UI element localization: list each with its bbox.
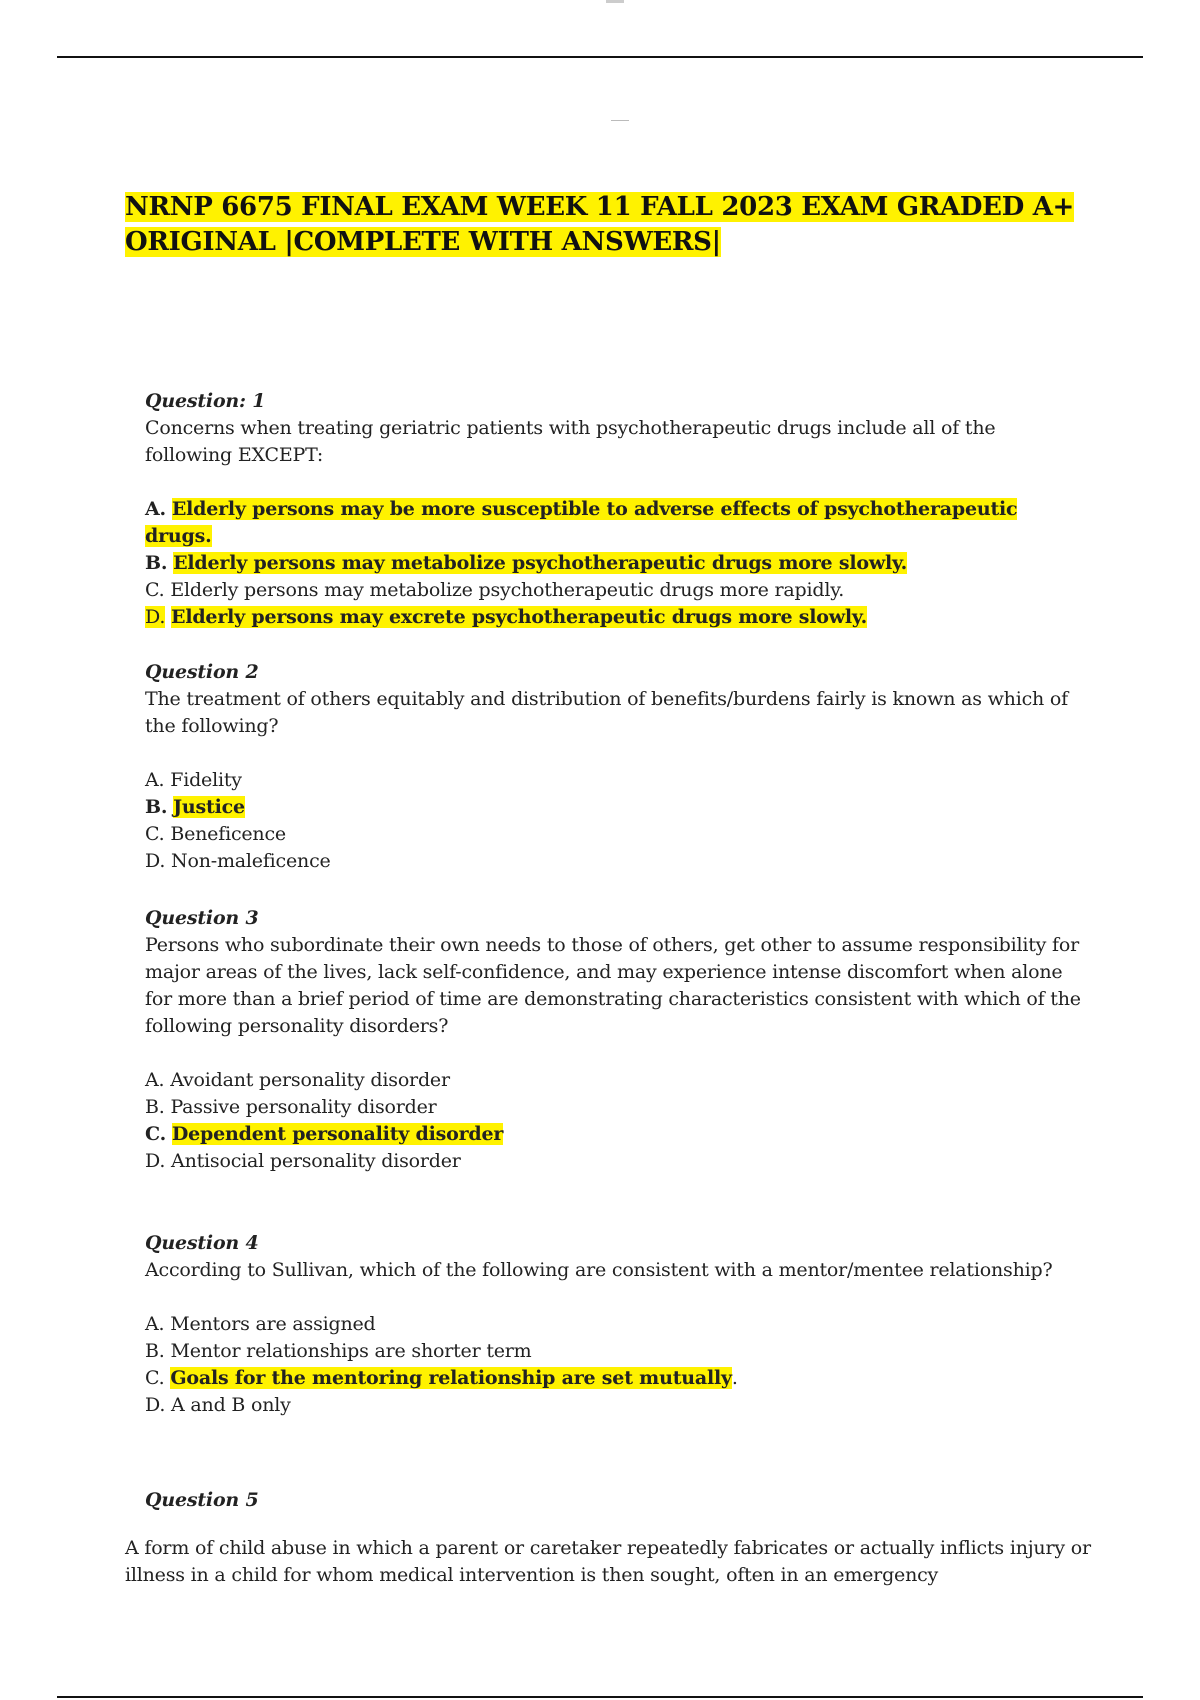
option-text: Passive personality disorder [170, 1096, 437, 1118]
option-d: D. Non-maleficence [145, 850, 331, 872]
option-c: C. Dependent personality disorder [145, 1123, 504, 1145]
page-top-mark [606, 0, 624, 3]
option-text: A and B only [171, 1394, 291, 1416]
question-2 [145, 659, 1085, 875]
option-text: Avoidant personality disorder [170, 1069, 450, 1091]
option-a: A. Elderly persons may be more susceptible to adverse effects of psychotherapeutic drugs. [145, 498, 1018, 547]
option-d: D. A and B only [145, 1394, 291, 1416]
question-label: Question 3 [145, 907, 259, 929]
option-a: A. Avoidant personality disorder [145, 1069, 450, 1091]
footer-rule [57, 1696, 1143, 1698]
decorative-dash [611, 120, 629, 121]
question-5-stem: A form of child abuse in which a parent or caretaker repeatedly fabricates or actually inflicts injury or illness in a child for whom medical intervention is then sought, often in an emergency [125, 1537, 1091, 1586]
question-3 [145, 905, 1085, 1175]
option-text: Antisocial personality disorder [171, 1150, 461, 1172]
option-a: A. Mentors are assigned [145, 1313, 376, 1335]
option-text: Mentor relationships are shorter term [170, 1340, 532, 1362]
question-1 [145, 388, 1085, 631]
options-list [145, 496, 1085, 631]
question-label: Question 5 [145, 1489, 259, 1511]
question-4 [145, 1230, 1085, 1419]
option-text: Fidelity [170, 769, 242, 791]
option-c: C. Goals for the mentoring relationship are set mutually. [145, 1367, 738, 1389]
option-c: C. Beneficence [145, 823, 286, 845]
option-text: Elderly persons may be more susceptible to adverse effects of psychotherapeutic drugs. [145, 498, 1018, 547]
question-stem: According to Sullivan, which of the following are consistent with a mentor/mentee relationship? [145, 1259, 1053, 1281]
options-list [145, 767, 1085, 875]
option-c: C. Elderly persons may metabolize psychotherapeutic drugs more rapidly. [145, 579, 845, 601]
option-b: B. Passive personality disorder [145, 1096, 437, 1118]
question-stem: Concerns when treating geriatric patients with psychotherapeutic drugs include all of the following EXCEPT: [145, 417, 996, 466]
question-5 [145, 1487, 1085, 1514]
option-b: B. Mentor relationships are shorter term [145, 1340, 532, 1362]
page-title: NRNP 6675 FINAL EXAM WEEK 11 FALL 2023 EXAM GRADED A+ ORIGINAL |COMPLETE WITH ANSWERS| [125, 192, 1075, 257]
option-text: Elderly persons may metabolize psychotherapeutic drugs more rapidly. [170, 579, 845, 601]
option-text: Non-maleficence [171, 850, 331, 872]
option-text: Goals for the mentoring relationship are set mutually [170, 1367, 732, 1389]
question-label: Question 2 [145, 661, 259, 683]
header-rule [57, 56, 1143, 58]
option-text: Mentors are assigned [170, 1313, 376, 1335]
option-text: Dependent personality disorder [171, 1123, 504, 1145]
option-b: B. Justice [145, 796, 245, 818]
option-trailing-period: . [731, 1367, 738, 1389]
option-text: Elderly persons may excrete psychotherapeutic drugs more slowly. [171, 606, 867, 628]
option-d: D. Elderly persons may excrete psychotherapeutic drugs more slowly. [145, 606, 867, 628]
option-text: Elderly persons may metabolize psychotherapeutic drugs more slowly. [173, 552, 908, 574]
option-d: D. Antisocial personality disorder [145, 1150, 461, 1172]
option-text: Justice [173, 796, 245, 818]
options-list [145, 1311, 1085, 1419]
option-text: Beneficence [170, 823, 286, 845]
question-stem: Persons who subordinate their own needs to those of others, get other to assume responsibility for major areas of the lives, lack self-confidence, and may experience intense discomfort when alone for more than a brief period of time are demonstrating characteristics consistent with which of the following personality disorders? [145, 934, 1081, 1037]
options-list [145, 1067, 1085, 1175]
option-b: B. Elderly persons may metabolize psychotherapeutic drugs more slowly. [145, 552, 908, 574]
option-a: A. Fidelity [145, 769, 242, 791]
question-label: Question: 1 [145, 390, 266, 412]
question-label: Question 4 [145, 1232, 259, 1254]
question-stem: The treatment of others equitably and distribution of benefits/burdens fairly is known as which of the following? [145, 688, 1068, 737]
